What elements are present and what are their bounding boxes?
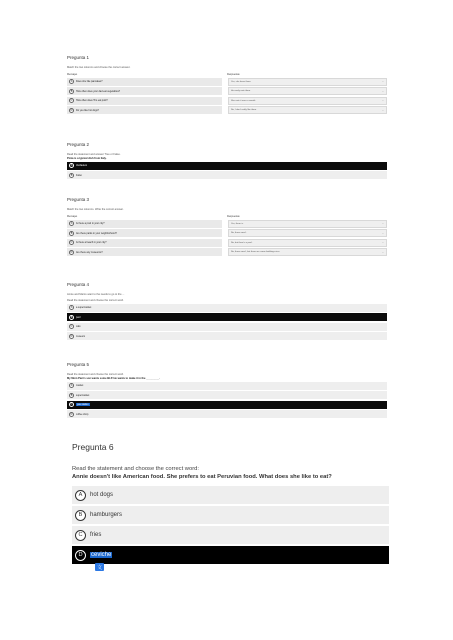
answer-select[interactable]: She eats it once a month. ⌄: [228, 97, 387, 105]
answer-select[interactable]: No, I don't really like them. ⌄: [228, 106, 387, 114]
answer-select[interactable]: Yes, there is. ⌄: [228, 220, 387, 228]
question-4-sub-instruction: Read the statement and choose the correct word.: [67, 299, 124, 302]
chevron-down-icon: ⌄: [381, 108, 384, 112]
question-6-statement: Annie doesn't like American food. She prefers to eat Peruvian food. What does she like to eat?: [72, 474, 332, 480]
col-left-header: Mensajes: [67, 215, 78, 218]
option-badge: D: [70, 250, 73, 254]
answer-select[interactable]: No, there aren't, but there are some buildings nice. ⌄: [228, 248, 387, 256]
translate-icon[interactable]: 文: [96, 564, 102, 571]
match-row: D Are there any museums? No, there aren't, but there are some buildings nice. ⌄: [67, 248, 387, 256]
match-row: B Are there parks in your neighborhood? No, there aren't. ⌄: [67, 229, 387, 237]
option-badge: C: [70, 325, 73, 328]
match-row: D Do you like hot dogs? No, I don't really like them. ⌄: [67, 106, 387, 114]
chevron-down-icon: ⌄: [381, 89, 384, 93]
question-1-headers: [67, 73, 387, 76]
question-3: [67, 197, 387, 256]
chevron-down-icon: ⌄: [381, 222, 384, 225]
question-3-title: Pregunta 3: [67, 197, 90, 202]
question-1: [67, 55, 387, 114]
option-b[interactable]: B hamburgers: [72, 506, 389, 524]
col-left-header: Mensajes: [67, 73, 78, 76]
option-badge: C: [70, 99, 73, 102]
match-row: C How often does Tim eat pork? She eats it once a month. ⌄: [67, 97, 387, 105]
option-badge: B: [70, 393, 73, 397]
option-badge: B: [70, 231, 73, 235]
match-row: A Is there a pool in your city? Yes, there is. ⌄: [67, 220, 387, 228]
option-badge: D: [70, 412, 73, 416]
question-6-instruction: Read the statement and choose the correct word:: [72, 466, 199, 472]
option-d[interactable]: D coffee shop: [67, 410, 387, 418]
question-1-title: Pregunta 1: [67, 55, 90, 60]
answer-select[interactable]: He rarely eats them. ⌄: [228, 87, 387, 95]
option-badge: A: [75, 490, 86, 501]
option-badge: C: [70, 403, 73, 406]
question-3-headers: [67, 215, 387, 218]
question-1-instruction: Match the two columns and choose the correct answer.: [67, 66, 131, 69]
option-b[interactable]: B supermarket: [67, 391, 387, 399]
option-c[interactable]: C café: [67, 323, 387, 331]
answer-select[interactable]: Yes, she loves them. ⌄: [228, 78, 387, 86]
option-badge: A: [70, 80, 73, 83]
chevron-down-icon: ⌄: [381, 250, 384, 254]
question-2: [67, 142, 387, 179]
chevron-down-icon: ⌄: [381, 241, 384, 244]
option-badge: B: [70, 173, 73, 177]
option-badge: B: [70, 315, 73, 319]
option-b[interactable]: B pool: [67, 313, 387, 321]
chevron-down-icon: ⌄: [381, 99, 384, 102]
match-row: B How often does your dad eat vegetables? He rarely eats them. ⌄: [67, 87, 387, 95]
option-badge: D: [75, 550, 86, 561]
question-2-statement: Pizza is a typical dish from Italy.: [67, 157, 107, 160]
option-badge: A: [70, 306, 73, 309]
option-badge: C: [75, 530, 86, 541]
option-a[interactable]: A a supermarket: [67, 304, 387, 312]
question-2-instruction: Read the statement and answer True or False.: [67, 153, 121, 156]
option-d[interactable]: D museum: [67, 332, 387, 340]
question-3-instruction: Match the two columns. Write the correct answer.: [67, 208, 124, 211]
question-6: [72, 442, 389, 564]
option-a[interactable]: A Verdadero: [67, 162, 387, 170]
option-badge: A: [70, 222, 73, 225]
option-badge: B: [75, 510, 86, 521]
option-badge: D: [70, 108, 73, 112]
option-b[interactable]: B Falso: [67, 171, 387, 179]
option-badge: B: [70, 89, 73, 93]
chevron-down-icon: ⌄: [381, 231, 384, 235]
col-right-header: Respuestas: [227, 215, 240, 218]
chevron-down-icon: ⌄: [381, 80, 384, 83]
option-badge: A: [70, 164, 73, 167]
answer-select[interactable]: No, there aren't. ⌄: [228, 229, 387, 237]
answer-select[interactable]: No, but there's a pool. ⌄: [228, 239, 387, 247]
question-4: [67, 282, 387, 340]
option-c[interactable]: C fries: [72, 526, 389, 544]
option-badge: A: [70, 384, 73, 387]
option-a[interactable]: A market: [67, 382, 387, 390]
question-5-instruction: Read the statement and choose the correct word.: [67, 373, 124, 376]
question-5-title: Pregunta 5: [67, 362, 90, 367]
question-2-title: Pregunta 2: [67, 142, 90, 147]
question-6-title: Pregunta 6: [72, 442, 114, 452]
match-row: C Is there a beach in your city? No, but there's a pool. ⌄: [67, 239, 387, 247]
option-badge: C: [70, 241, 73, 244]
question-4-title: Pregunta 4: [67, 282, 90, 287]
question-4-instruction: Annie and Marco want to the needs to go to the ...: [67, 293, 125, 296]
match-row: A Does she like pancakes? Yes, she loves them. ⌄: [67, 78, 387, 86]
question-5: [67, 362, 387, 418]
option-d[interactable]: D ceviche: [72, 546, 389, 564]
option-a[interactable]: A hot dogs: [72, 486, 389, 504]
col-right-header: Respuestas: [227, 73, 240, 76]
option-badge: D: [70, 334, 73, 338]
option-c[interactable]: C gas station: [67, 401, 387, 409]
question-5-statement: My Mom Pam's son wants some BLP. He wants to make it in the _________.: [67, 377, 160, 380]
